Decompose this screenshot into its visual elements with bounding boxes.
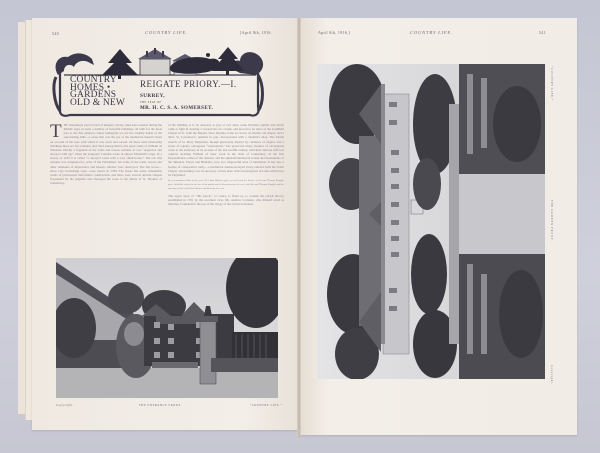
article-owner: MR. H. C. S. A. SOMERSET. [140,106,214,111]
garden-front-photograph [317,64,545,379]
garden-photo-caption: THE GARDEN FRONT. [550,200,553,242]
column-2-text: of the building is to be detected. A year or two since some Norman capitals and shafts came to light in clearing a vacated site for a bank, and proved to be relics of the Guildhall Chapel of St. John the Baptist. Near Slipshoe Lane are traces of another old chapel, and a third, St. Lawrence's, remains in part, incorporated with a chemist's shop. The Parish church of St. Mary Magdalen, though grievously injured by centuries of neglect and a series of equally outrageous “restorations,” has preserved many features of exceptional value to the antiquary in its arcades of the late twelfth century, with their delicate stiff-leaf capitals recalling William of Sens' work in the choir of Canterbury; in the fine Perpendicular arches of the chancel; and the splendid mediaeval screen and monuments of the Skinners, Elyots and Bludders, now in a disgraceful state of mutilation. It has also a feature of comparative rarity—a mediaeval double-storeyed vestry entered from the North Chapel, and leading over its doorway a brass plate with an inscription in Latin which may be Englished: [168,123,284,177]
article-banner [50,45,265,118]
right-page-number: 541 [539,30,546,35]
photo-entrance-front [56,258,278,398]
seat-label: THE SEAT OF [140,101,162,104]
column-2-tail: The upper story of “this porch,” or vestry, is fitted up to contain the parish library, established in 1701 by the excellent vicar, Mr. Andrew Cranston, who himself acted as librarian. Founded for the use of the clergy of the old rural deanery [168,193,284,206]
entrance-photo-credit-left: Copyright. [56,404,75,407]
inscription-text: Be it remembered that in the year 1513 John Skinner, gent., as well with the licence of the late Thomas Knyght, gent., built this vestry for the use of the parish and of his successors for ever, with the said Thomas Knyght, and the ancestors of the said John Skinner and his heirs for ever. [168,179,284,191]
drop-cap: T [50,123,62,142]
right-running-title: COUNTRY LIFE. [410,30,453,35]
series-title-line: HOMES • [70,82,111,93]
garden-photo-credit-right: “COUNTRY LIFE.” [550,66,553,102]
right-page-date: April 8th, 1916.] [318,30,350,35]
left-page-date: [April 8th, 1916. [240,30,272,35]
garden-photo-credit-left: Copyright. [550,365,553,386]
article-title: REIGATE PRIORY.—I. [140,79,237,89]
entrance-photo-credit-right: “COUNTRY LIFE.” [250,404,283,407]
series-title-line: OLD & NEW [70,97,126,108]
series-title-line: GARDENS [70,90,117,100]
photo-garden-front [317,64,545,379]
left-page-number: 540 [52,31,59,36]
entrance-photo-caption: THE ENTRANCE FRONT. [139,404,182,407]
series-title-country-homes [70,77,125,107]
series-title-line: COUNTRY [70,75,117,85]
article-column-2 [168,123,284,255]
entrance-front-photograph [56,258,278,398]
spine-gutter [297,18,301,438]
article-county: SURREY, [140,93,165,99]
article-column-1 [50,123,162,255]
left-running-title: COUNTRY LIFE. [145,30,188,35]
column-1-text: HE charmingly placed town of Reigate, Surrey, must have existed during the Middle Ages in quite a number of beautiful buildings, all built for the most part to the fine pinnacle where unhappily we see the stealthy hands of the surrounding hills—a stone that was the joy of the mediaeval mason's heart on account of the ease with which it was sawn and carved. Of these most interesting buildings there are few remains; and chief among them is the great castle of William de Warenne. Hardly a fragment of the walls and towers remains. It was “neglected and decayed with age” when the antiquary Camden wrote in Queen Elizabeth's reign. In a survey of 1623 it is called “a decayed castle with a very small house.” The rest that remains was completed by order of the Parliament, but some of the walls, towers and other remnants of importance and historic interest were destroyed. The last traces—those very fascinating ones—were drawn in 1789. The house has some remarkable vaults of picturesque half-timber construction, and there were several ancient chapels frequented by the pilgrims who thronged the town to the shrine of St. Thomas of Canterbury. [50,123,162,186]
